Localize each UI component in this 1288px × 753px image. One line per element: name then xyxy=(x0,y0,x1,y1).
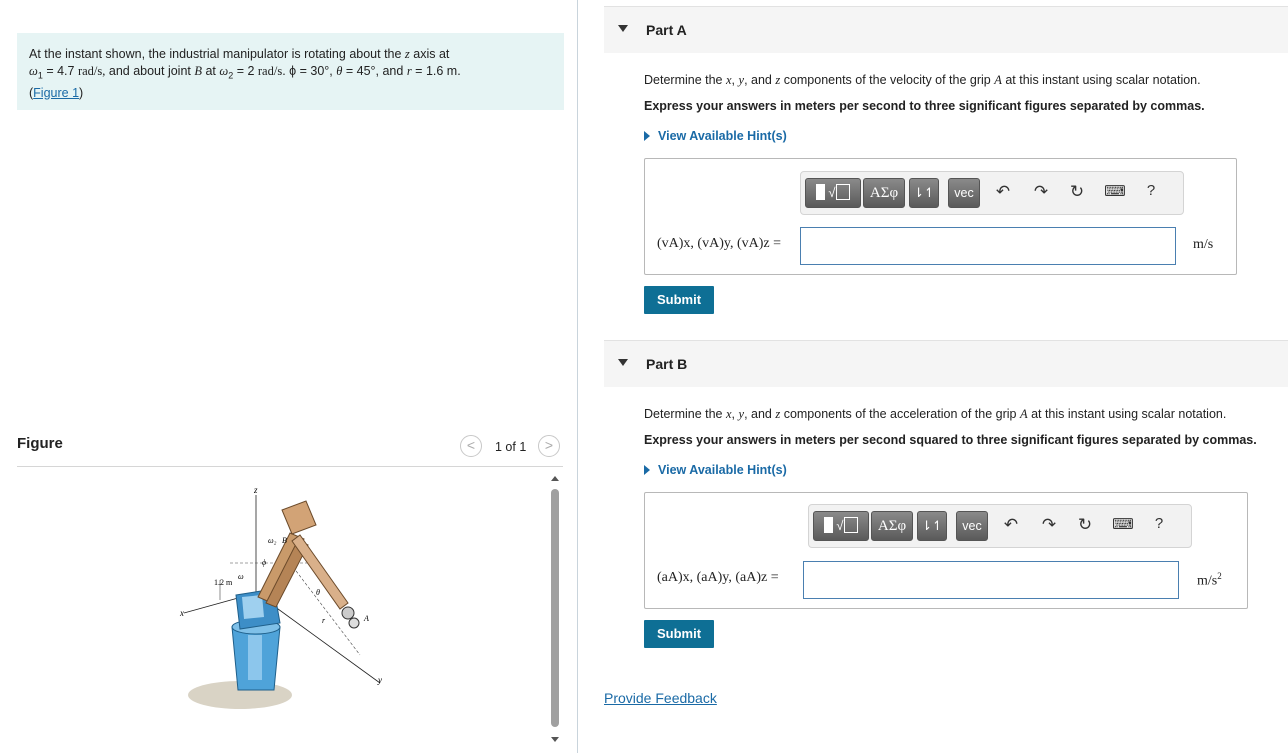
label-A: A xyxy=(364,614,369,623)
unit-exponent: 2 xyxy=(1217,571,1222,581)
part-b-submit-button[interactable]: Submit xyxy=(644,620,714,648)
var-x: x xyxy=(725,407,732,421)
omega1-symbol: ω xyxy=(29,64,38,78)
caret-right-icon xyxy=(644,131,650,141)
math-toolbar xyxy=(800,171,1184,215)
omega2-unit: rad/s xyxy=(257,64,283,78)
phi-value: . ϕ = 30°, xyxy=(282,64,337,78)
omega2-subscript: 2 xyxy=(228,70,234,81)
var-z: z xyxy=(404,47,410,61)
figure-divider xyxy=(17,466,563,467)
q-text: at this instant using scalar notation. xyxy=(1027,407,1227,421)
reset-icon[interactable]: ↻ xyxy=(1069,182,1085,201)
help-icon[interactable]: ? xyxy=(1146,182,1156,199)
q-text: , xyxy=(731,407,739,421)
var-y: y xyxy=(738,407,745,421)
scroll-up-arrow[interactable] xyxy=(551,476,559,481)
var-A: A xyxy=(994,73,1002,87)
part-a-unit: m/s xyxy=(1193,237,1214,252)
part-b-question xyxy=(644,407,1226,422)
next-figure-button[interactable] xyxy=(538,435,560,457)
part-a-hint-link[interactable] xyxy=(644,129,787,143)
keyboard-icon[interactable]: ⌨ xyxy=(1104,183,1126,200)
var-A: A xyxy=(1019,407,1028,421)
undo-icon[interactable]: ↶ xyxy=(1003,515,1019,534)
help-icon[interactable]: ? xyxy=(1154,515,1164,532)
problem-text: at xyxy=(202,64,220,78)
hint-label: View Available Hint(s) xyxy=(658,129,787,143)
hint-label: View Available Hint(s) xyxy=(658,463,787,477)
provide-feedback-link[interactable]: Provide Feedback xyxy=(604,690,717,706)
r-symbol: r xyxy=(406,64,412,78)
collapse-triangle-icon xyxy=(618,359,628,366)
label-y: y xyxy=(378,675,382,685)
templates-button[interactable]: √ xyxy=(813,511,869,541)
undo-icon[interactable]: ↶ xyxy=(995,182,1011,201)
label-phi: ϕ xyxy=(262,558,267,567)
paren: ( xyxy=(29,85,34,100)
q-text: components of the velocity of the grip xyxy=(780,73,995,87)
omega1-unit: rad/s, xyxy=(77,64,106,78)
part-a-title: Part A xyxy=(646,22,687,38)
vec-button[interactable]: vec xyxy=(948,178,980,208)
figure-counter: 1 of 1 xyxy=(495,440,527,454)
label-z: z xyxy=(254,485,258,495)
q-text: , and xyxy=(744,73,776,87)
reset-icon[interactable]: ↻ xyxy=(1077,515,1093,534)
chevron-left-icon: < xyxy=(466,437,476,453)
panel-divider xyxy=(577,0,578,753)
redo-icon[interactable]: ↷ xyxy=(1041,515,1057,534)
caret-right-icon xyxy=(644,465,650,475)
part-a-question xyxy=(644,73,1201,88)
part-a-answer-input[interactable] xyxy=(800,227,1176,265)
q-text: , xyxy=(731,73,739,87)
arrows-button[interactable]: ⇂↿ xyxy=(909,178,939,208)
collapse-triangle-icon xyxy=(618,25,628,32)
omega2-symbol: ω xyxy=(219,64,229,78)
part-b-header[interactable] xyxy=(604,340,1288,387)
part-b-hint-link[interactable] xyxy=(644,463,787,477)
part-b-unit xyxy=(1197,571,1222,590)
paren: ) xyxy=(79,85,84,100)
var-z: z xyxy=(775,407,781,421)
part-b-answer-input[interactable] xyxy=(803,561,1179,599)
keyboard-icon[interactable]: ⌨ xyxy=(1112,516,1134,533)
chevron-right-icon: > xyxy=(544,437,554,453)
omega2-value: = 2 xyxy=(233,64,258,78)
q-text: at this instant using scalar notation. xyxy=(1001,73,1201,87)
figure-link[interactable]: Figure 1 xyxy=(33,85,80,100)
problem-text: At the instant shown, the industrial manipulator is rotating about the xyxy=(29,47,405,61)
label-w2: ω₂ xyxy=(268,536,277,545)
problem-text: axis at xyxy=(409,47,450,61)
part-a-answer-box xyxy=(644,158,1237,275)
label-r: r xyxy=(322,616,326,625)
part-b-answer-box xyxy=(644,492,1248,609)
q-text: , and xyxy=(744,407,776,421)
part-b-title: Part B xyxy=(646,356,688,372)
label-x: x xyxy=(180,608,184,618)
greek-button[interactable]: ΑΣφ xyxy=(863,178,905,208)
var-z: z xyxy=(775,73,781,87)
label-theta: θ xyxy=(316,588,320,597)
manipulator-figure xyxy=(170,485,390,735)
greek-button[interactable]: ΑΣφ xyxy=(871,511,913,541)
math-toolbar xyxy=(808,504,1192,548)
part-a-eq-label: (vA)x, (vA)y, (vA)z = xyxy=(657,236,782,251)
omega1-subscript: 1 xyxy=(37,70,43,81)
part-a-header[interactable] xyxy=(604,6,1288,53)
label-w1: ω xyxy=(238,572,244,581)
part-b-instruction: Express your answers in meters per second squared to three significant figures separated by commas. xyxy=(644,433,1257,447)
var-y: y xyxy=(738,73,745,87)
label-dim: 1.2 m xyxy=(214,578,233,587)
var-x: x xyxy=(725,73,732,87)
unit-text: m/s xyxy=(1197,573,1218,589)
part-b-eq-label: (aA)x, (aA)y, (aA)z = xyxy=(657,570,779,585)
q-text: Determine the xyxy=(644,407,726,421)
r-value: = 1.6 m. xyxy=(411,64,461,78)
joint-label: B xyxy=(194,64,202,78)
arrows-button[interactable]: ⇂↿ xyxy=(917,511,947,541)
problem-statement xyxy=(17,33,564,110)
label-B: B xyxy=(282,536,287,545)
theta-symbol: θ xyxy=(336,64,343,78)
figure-title: Figure xyxy=(17,435,63,452)
theta-value: = 45°, and xyxy=(342,64,407,78)
problem-text: and about joint xyxy=(105,64,195,78)
q-text: Determine the xyxy=(644,73,726,87)
part-a-submit-button[interactable]: Submit xyxy=(644,286,714,314)
prev-figure-button[interactable] xyxy=(460,435,482,457)
q-text: components of the acceleration of the grip xyxy=(780,407,1020,421)
vec-button[interactable]: vec xyxy=(956,511,988,541)
scroll-down-arrow[interactable] xyxy=(551,737,559,742)
redo-icon[interactable]: ↷ xyxy=(1033,182,1049,201)
part-a-instruction: Express your answers in meters per second to three significant figures separated by commas. xyxy=(644,99,1205,113)
left-panel xyxy=(0,0,577,753)
scroll-thumb[interactable] xyxy=(551,489,559,727)
omega1-value: = 4.7 xyxy=(42,64,78,78)
templates-button[interactable]: √ xyxy=(805,178,861,208)
